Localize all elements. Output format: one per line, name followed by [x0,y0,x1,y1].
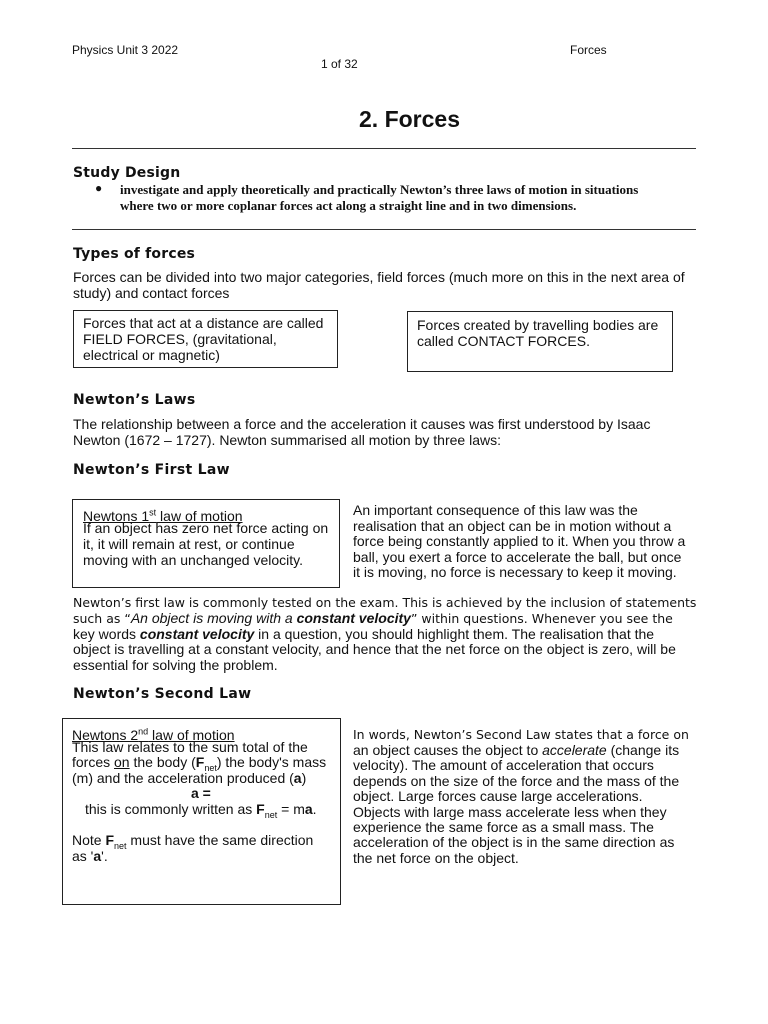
contact-forces-line-1: Forces created by travelling bodies are [417,317,659,333]
study-design-line-1: investigate and apply theoretically and practically Newton’s three laws of motion in situations [120,182,639,197]
second-law-right-line-8: acceleration of the object is in the same direction as [353,834,675,850]
study-design-line-2: where two or more coplanar forces act along a straight line and in two dimensions. [120,198,577,213]
second-law-heading: Newton’s Second Law [73,686,252,702]
second-law-box-line-5: this is commonly written as $F_{net}$ = ma. [85,801,317,820]
page-number: 1 of 32 [321,57,358,71]
second-law-box-line-2: forces on the body $(F_{net})$ the body's mass [72,754,327,773]
header-right: Forces [570,43,607,57]
second-law-box-title: Newtons 2nd law of motion [72,726,235,743]
exam-line-4: object is travelling at a constant velocity, and hence that the net force on the object is zero, will be [73,641,676,657]
newtons-laws-heading: Newton’s Laws [73,392,196,408]
contact-forces-line-2: called CONTACT FORCES. [417,333,590,349]
first-law-box-line-2: it, it will remain at rest, or continue [83,536,295,552]
first-law-box-line-3: moving with an unchanged velocity. [83,552,303,568]
second-law-equation: a = [191,785,211,801]
field-forces-line-3: electrical or magnetic) [83,347,220,363]
second-law-note-line-2: as 'a'. [72,848,108,864]
second-law-right-line-2: an object causes the object to accelerate (change its [353,742,680,758]
exam-line-1: Newton’s first law is commonly tested on the exam. This is achieved by the inclusion of statements [73,595,697,610]
second-law-right-line-6: Objects with large mass accelerate less when they [353,804,667,820]
first-law-right-line-5: it is moving, no force is necessary to keep it moving. [353,564,677,580]
types-line-2: study) and contact forces [73,285,230,301]
second-law-right-line-4: depends on the size of the force and the mass of the [353,773,680,789]
study-design-rule [72,229,696,230]
second-law-right-line-7: experience the same force as a small mass. The [353,819,654,835]
first-law-right-line-1: An important consequence of this law was the [353,502,638,518]
header-left: Physics Unit 3 2022 [72,43,179,57]
first-law-heading: Newton’s First Law [73,462,230,478]
field-forces-line-1: Forces that act at a distance are called [83,315,324,331]
first-law-right-line-4: ball, you exert a force to accelerate the ball, but once [353,549,682,565]
newtons-laws-line-1: The relationship between a force and the acceleration it causes was first understood by Isaac [73,416,651,432]
types-line-1: Forces can be divided into two major categories, field forces (much more on this in the next area of [73,269,685,285]
exam-line-2: such as “An object is moving with a constant velocity” within questions. Whenever you see the [73,610,673,626]
second-law-right-line-5: object. Large forces cause large accelerations. [353,788,643,804]
second-law-right-line-3: velocity). The amount of acceleration that occurs [353,757,654,773]
study-design-heading: Study Design [73,165,181,181]
contact-forces-box [407,311,673,372]
first-law-box-line-1: If an object has zero net force acting on [83,520,329,536]
second-law-right-line-1: In words, Newton’s Second Law states that a force on [353,727,689,742]
second-law-box-line-3: (m) and the acceleration produced (a) [72,770,307,786]
field-forces-line-2: FIELD FORCES, (gravitational, [83,331,277,347]
second-law-right-line-9: the net force on the object. [353,850,519,866]
field-forces-box [73,310,338,368]
types-heading: Types of forces [73,246,196,262]
second-law-box-line-1: This law relates to the sum total of the [72,739,308,755]
first-law-box [72,499,340,588]
bullet-icon: ● [95,181,103,195]
exam-line-3: key words constant velocity in a question, you should highlight them. The realisation that the [73,626,655,642]
title-rule [72,148,696,149]
second-law-note-line-1: Note $F_{net}$ must have the same direction [72,832,314,851]
page-title: 2. Forces [359,106,460,132]
second-law-box [62,718,341,905]
first-law-right-line-3: force being constantly applied to it. When you throw a [353,533,686,549]
newtons-laws-line-2: Newton (1672 – 1727). Newton summarised all motion by three laws: [73,432,501,448]
first-law-right-line-2: realisation that an object can be in motion without a [353,518,672,534]
first-law-box-title: Newtons 1st law of motion [83,507,243,524]
exam-line-5: essential for solving the problem. [73,657,278,673]
